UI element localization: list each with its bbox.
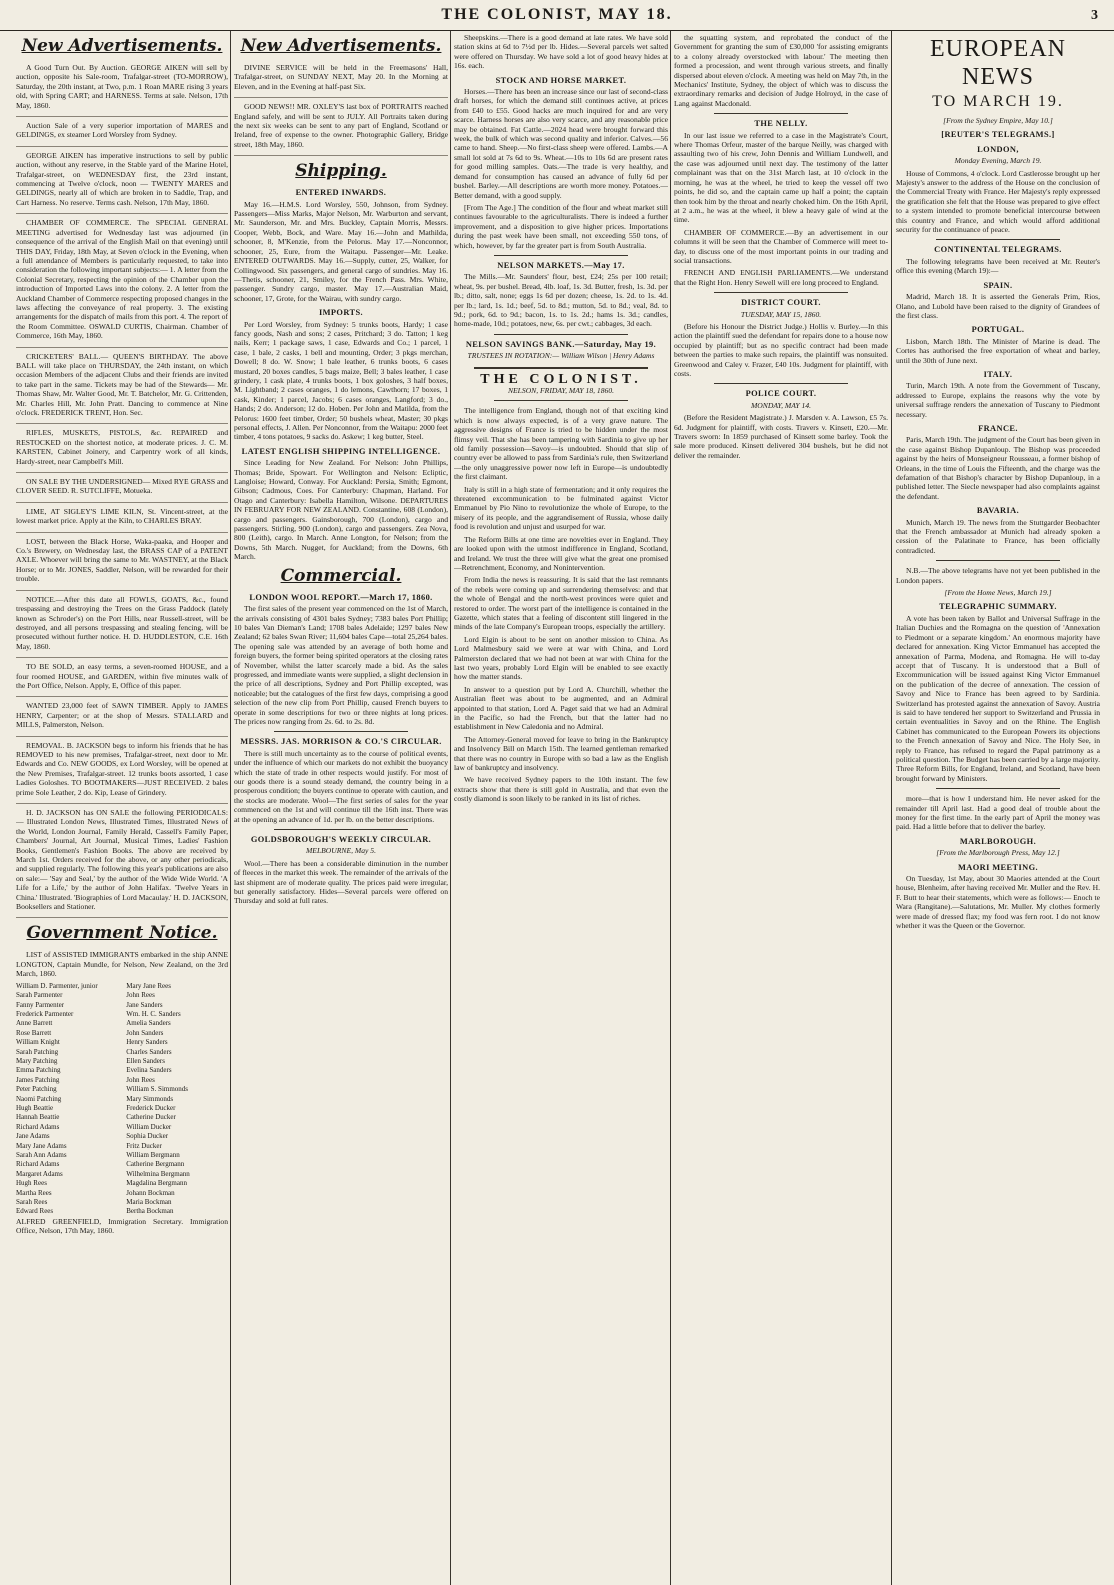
immigrant-name: John Rees	[126, 991, 155, 1000]
advertisement	[16, 662, 228, 697]
editorial-paragraph: Lord Elgin is about to be sent on another mission to China. As Lord Malmesbury said we were at war with China, and Lord Palmerston declared that we had not been at war with China for the last two years, probably Lord Elgin will be enabled to see exactly how the matter stands.	[454, 634, 668, 682]
immigrant-name: Frederick Parmenter	[16, 1009, 74, 1018]
immigrant-name: Bertha Bockman	[126, 1207, 174, 1216]
paragraph: [From The Age.] The condition of the flour and wheat market still continues favourable to the agriculturalists. There is indeed a further improvement, and a disposition to give higher prices. Importations during the past week have been small, not exceeding 550 tons, of which, however, by far the greater part is from South Australia.	[454, 202, 668, 250]
section-heading: New Advertisements.	[21, 36, 223, 56]
subheading: PORTUGAL.	[971, 325, 1025, 335]
section-heading: Shipping.	[295, 161, 387, 182]
immigrant-name: William Bergmann	[126, 1151, 180, 1159]
immigrant-name: Johann Bockman	[126, 1188, 175, 1197]
subheading: THE NELLY.	[754, 119, 808, 129]
column-3	[454, 33, 668, 1585]
immigrant-list-right	[126, 982, 228, 1217]
immigrant-name: Sarah Parmenter	[16, 991, 63, 1000]
section-heading: Government Notice.	[26, 923, 218, 944]
immigrant-name: Emma Patching	[16, 1066, 61, 1075]
divider	[714, 113, 848, 114]
paragraph: FRENCH AND ENGLISH PARLIAMENTS.—We understand that the Right Hon. Henry Sewell will ere long proceed to England.	[674, 268, 888, 287]
immigrant-name: Peter Patching	[16, 1085, 57, 1094]
source-note: [From the Home News, March 19.]	[944, 588, 1052, 598]
paragraph: In our last issue we referred to a case in the Magistrate's Court, where Thomas Orfeur, master of the barque Neilly, was charged with assaulting two of his crew, John Dennis and William Lundwell, and the case was adjourned until next day. The testimony of the latter complainant was that on the 31st March last, at 10 o'clock in the morning, he was at the wheel, he tried to keep the vessel off two points, he did so, and the captain came up half a point; the captain then took him by the throat and nearly choked him. On the 16th April, at 2 a.m., he was at the wheel, it blew a heavy gale of wind at the time.	[674, 130, 888, 225]
immigrant-name: John Sanders	[126, 1028, 164, 1037]
advertisement	[16, 352, 228, 425]
immigrant-name: Martha Rees	[16, 1188, 52, 1197]
paragraph: Paris, March 19th. The judgment of the Court has been given in the case against Bishop Dupanloup. The Bishop was proceeded against by the heirs of Monseigneur Rousseau, a former bishop of Orleans, in the time of Louis the Fifteenth, and the charge was the defamation of that Bishop's character by Bishop Dupanloup, in a published letter. The Siecle newspaper had also complaints against the defendant.	[896, 435, 1100, 501]
paragraph: Per Lord Worsley, from Sydney: 5 trunks boots, Hardy; 1 case fancy goods, Nash and sons; 2 cases, Pritchard; 3 do. Tatton; 1 keg nails, Kerr; 1 package saws, 1 case, Edwards and Co.; 1 parcel, 1 case, 1 bale, 2 casks, 1 bell and mounting, Order; 3 pkgs merchan, Dowell; 8 do. W. Snow; 1 bale leather, 6 trunks boots, 6 cases mustard, 20 boxes candles, 5 bags maize, Bell; 3 bales leather, 1 case grindery, 1 cask plate, 4 trunks boots, 1 box goloshes, 3 half boxes, M. Lightband; 2 cases oranges, 1 do lemons, Cawthorn; 17 boxes, 1 cask, Kinder; 1 parcel, Jacobs; 6 cases oranges, Langford; 3 do., Hands; 2 do. Anderson; 12 do. Hoben. Per John and Matilda, from the Pelorus: 1600 feet timber, Order; 50 bushels wheat, Master; 30 pkgs personal effects, J. Allen. Per Nonconnor, from the Waitapu: 2000 feet timber, 4 tons potatoes, 9 sacks do. Askew; 1 keg butter, Steel.	[234, 319, 448, 442]
ad-text: GOOD NEWS!! MR. OXLEY'S last box of PORTRAITS reached England safely, and will be sent to JULY. All Portraits taken during the next six weeks can be sent to any part of England, Scotland or Ireland, free of expense to the owner. Photographic Gallery, Bridge street, 18th May, 1860.	[234, 102, 448, 149]
paragraph: (Before the Resident Magistrate.) J. Marsden v. A. Lawson, £5 7s. 6d. Judgment for plaintiff, with costs. Travers v. Kinsett, £20.—Mr. Travers sworn: In 1859 purchased of Kinsett some barley. Took the sale more produced. Kinsett delivered 304 bushels, but he did not deliver the remainder.	[674, 413, 888, 460]
subheading: BAVARIA.	[976, 506, 1020, 516]
ad-text: DIVINE SERVICE will be held in the Freemasons' Hall, Trafalgar-street, on SUNDAY NEXT, May 20. In the Morning at Eleven, and in the Evening at half-past Six.	[234, 63, 448, 91]
gov-notice-intro: LIST of ASSISTED IMMIGRANTS embarked in the ship ANNE LONGTON, Captain Mundle, for Nelson, New Zealand, on the 3rd March, 1860.	[16, 950, 228, 979]
subheading: IMPORTS.	[318, 308, 364, 318]
editorial-paragraph: Italy is still in a high state of fermentation; and it only requires the threatened excommunication to be fulminated against Victor Emmanuel by Pio Nino to revolutionize the whole of Europe, to the misery of its people, and the aggrandisement of Russia, whose daily food is revolution and unjust and usurped for war.	[454, 484, 668, 532]
immigrant-name: Catherine Bergmann	[126, 1160, 185, 1169]
advertisement	[16, 537, 228, 591]
page-number: 3	[1091, 8, 1098, 23]
immigrant-name: Mary Patching	[16, 1056, 58, 1065]
subheading: TELEGRAPHIC SUMMARY.	[939, 602, 1057, 612]
subheading: MARLBOROUGH.	[959, 836, 1037, 846]
immigrant-name: Sarah Patching	[16, 1047, 59, 1056]
paragraph: The first sales of the present year commenced on the 1st of March, the arrivals consisting of 4301 bales Sydney; 7383 bales Port Phillip; 10 bales Van Dieman's Land; 1708 bales Adelaide; 1297 bales New Zealand; 62 bales Swan River; 11,604 bales Cape—total 25,264 bales. The opening sale was attended by an average of both home and foreign buyers, the former being spirited operators at the closing rates of November, whilst the latter scarcely made a bid. As the sales progressed, and immediate wants were supplied, a slight declension in the price of all descriptions, Sydney and Port Phillip excepted, was noticeable; but the catalogues of the first few days, comprising a good selection of the new clip from Port Phillip, caused French buyers to operate in some descriptions for two or three nights at long prices. The prices now ranging from 2s. 6d. to 2s. 8d.	[234, 604, 448, 726]
immigrant-name: Frederick Ducker	[126, 1103, 176, 1112]
immigrant-name: Charles Sanders	[126, 1047, 172, 1056]
paragraph: The Mills.—Mr. Saunders' flour, best, £24; 25s per 100 retail; wheat, 9s. per bushel. Bread, 4lb. loaf, 1s. 3d. Butter, fresh, 1s. 3d. per lb.; ditto, salt, none; eggs 1s 6d per dozen; cheese, 1s. 2d. to 1s. 4d. per lb.; lard, 1s. 1d.; beef, 5d. to 8d.; mutton, 5d. to 8d.; veal, 8d. to 9d.; pork, 6d. to 9d.; bacon, 1s. to 1s. 2d.; hams 1s. 3d.; candles, home-made, 10d.; potatoes, new, 6s. per cwt.; cabbages, 3d each.	[454, 272, 668, 329]
subheading: LONDON,	[977, 144, 1019, 154]
divider	[936, 560, 1060, 561]
column-rule	[450, 31, 451, 1585]
immigrant-name: Sarah Rees	[16, 1198, 48, 1207]
ad-text: RIFLES, MUSKETS, PISTOLS, &c. REPAIRED and RESTOCKED on the shortest notice, at moderate prices. J. C. M. KARSTEN, Cabinet Joinery, and Carpentry work of all kinds, Hardy-street, near Campbell's Mill.	[16, 428, 228, 466]
immigrant-name: Maria Bockman	[126, 1198, 172, 1207]
immigrant-name: James Patching	[16, 1075, 60, 1084]
divider	[494, 334, 628, 335]
dateline: TUESDAY, MAY 15, 1860.	[740, 309, 822, 319]
subheading: GOLDSBOROUGH'S WEEKLY CIRCULAR.	[250, 835, 432, 845]
immigrant-name: Jane Adams	[16, 1132, 50, 1141]
immigrant-name: William S. Simmonds	[126, 1085, 189, 1094]
paragraph: A vote has been taken by Ballot and Universal Suffrage in the Italian Duchies and the Romagna on the question of 'Annexation to Piedmont or a separate kingdom.' An enormous majority have declared for annexation. King Victor Emmanuel has accepted the annexation of Parma, Modena, and Romagna. He will to-day accept that of Tuscany. It is understood that a Bull of Excommunication will be issued against King Victor Emmanuel on the publication of the decree of annexation. The cession of Savoy and Nice to France has been agreed to by Sardinia. Switzerland has protested against the annexation of Savoy. Austria is said to have tendered her support to Switzerland and Prussia in certain eventualities in Savoy and on the Rhine. The English Cabinet has communicated to the European Powers its objections to the French annexation of Savoy and Nice. The Holy See, in reply to France, has refused to regard the Papal patrimony as a political question. The Budget has been carried by a large majority. Three Reform Bills, for England, Ireland, and Scotland, have been brought forward by Ministers.	[896, 613, 1100, 783]
subheading: LATEST ENGLISH SHIPPING INTELLIGENCE.	[241, 446, 441, 456]
ad-text: H. D. JACKSON has ON SALE the following PERIODICALS:— Illustrated London News, Illustrated Times, Illustrated News of the World, London Journal, Family Herald, Cassell's Family Paper, Chambers' Journal, Art Journal, Musical Times, Ladies' Fashion Books, Gentlemen's Fashion Books. The above are received by March 1st. Orders received for the above, or any other periodicals, and supplied regularly. The following this year's publications are also on sale:— 'Say and Seal,' by the author of the Wide Wide World. 'A Life for a Life,' by the author of John Halifax. 'Twelve Years in China.' Illustrated. 'Biographies of Lord Macaulay.' H. D. JACKSON, Booksellers and Stationer.	[16, 808, 228, 912]
ad-text: ON SALE BY THE UNDERSIGNED— Mixed RYE GRASS and CLOVER SEED. R. SUTCLIFFE, Motueka.	[16, 477, 228, 496]
immigrant-list	[16, 982, 228, 1217]
divider	[274, 829, 408, 830]
paragraph: Sheepskins.—There is a good demand at late rates. We have sold station skins at 6d to 7½d per lb. Hides.—Several parcels wet salted were offered on Thursday. We have sold a lot of good heavy hides at 16s. each.	[454, 33, 668, 71]
paragraph: Lisbon, March 18th. The Minister of Marine is dead. The Cortes has authorised the free exportation of wheat and barley, until the 30th of June next.	[896, 336, 1100, 365]
dateline: MONDAY, MAY 14.	[750, 400, 812, 410]
subheading: ENTERED INWARDS.	[295, 188, 387, 198]
subheading: NELSON MARKETS.—May 17.	[497, 260, 625, 270]
source-note: [From the Sydney Empire, May 10.]	[943, 116, 1053, 125]
immigrant-name: Richard Adams	[16, 1122, 60, 1131]
column-5	[896, 33, 1100, 1585]
newspaper-columns	[0, 31, 1114, 1585]
subheading: SPAIN.	[983, 280, 1013, 290]
masthead	[0, 0, 1114, 31]
column-rule	[670, 31, 671, 1585]
dateline: Monday Evening, March 19.	[954, 156, 1042, 166]
immigrant-name: John Rees	[126, 1075, 155, 1084]
paragraph: N.B.—The above telegrams have not yet been published in the London papers.	[896, 566, 1100, 585]
newspaper-title: THE COLONIST.	[480, 371, 642, 387]
editorial-paragraph: In answer to a question put by Lord A. Churchill, whether the Australian fleet was about to be augmented, and an Admiral appointed to that station, Lord A. Paget said that we had an Admiral in the Pacific, so had the French, but that the latter had no establishment in New Caledonia and no Admiral.	[454, 684, 668, 732]
paragraph: On Tuesday, 1st May, about 30 Maories attended at the Court house, Blenheim, after having received Mr. Muller and the Rev. H. F. Butt to hear their statements, which were as follows:— Enoch te Wara (Rangitane).—Salutations, Mr. Muller. My clothes formerly were made of dressed flax; my food was fern root. I do not know whether it was the Queen or the Governor.	[896, 874, 1100, 931]
advertisement	[16, 151, 228, 214]
subheading: MESSRS. JAS. MORRISON & CO.'S CIRCULAR.	[240, 737, 442, 747]
ad-text: NOTICE.—After this date all FOWLS, GOATS, &c., found trespassing and destroying the Trees on the Grass Paddock (lately known as Schroder's) on the Port Hills, near Russell-street, will be destroyed, and all persons trespassing and stealing fencing, will be prosecuted without further notice. H. D. HUDDLESTON, C.E. 16th May, 1860.	[16, 594, 228, 651]
paragraph: Munich, March 19. The news from the Stuttgarder Beobachter that the French ambassador at Munich had already spoken a cession of the Palatinate to France, has been officially contradicted.	[896, 517, 1100, 555]
paragraph: CHAMBER OF COMMERCE.—By an advertisement in our columns it will be seen that the Chamber of Commerce will meet to-day, to discuss one of the most important points in our trading and social transactions.	[674, 227, 888, 265]
advertisement	[16, 218, 228, 347]
ad-text: LIME, AT SIGLEY'S LIME KILN, St. Vincent-street, at the lowest market price. Apply at the Kiln, to CHARLES BRAY.	[16, 506, 228, 526]
immigrant-name: Rose Barrett	[16, 1028, 52, 1037]
immigrant-name: Ellen Sanders	[126, 1056, 165, 1065]
editorial-paragraph: The Reform Bills at one time are novelties ever in England. They are looked upon with the utmost indifference in England, Scotland, and Ireland. We trust the three will give what the great one promised—Retrenchment, Economy, and Nonintervention.	[454, 534, 668, 572]
subheading: NELSON SAVINGS BANK.—Saturday, May 19.	[465, 339, 657, 349]
divider	[714, 383, 848, 384]
ad-text: REMOVAL. B. JACKSON begs to inform his friends that he has REMOVED to his new premises, Trafalgar-street, next door to Mr. Edwards and Co. NEW GOODS, ex Lord Worsley, will be opened at the New Premises, Trafalgar-street. 12 trunks boots assorted, 1 case Ladies Goloshes. TO BOOTMAKERS—JUST RECEIVED. 2 bales prime Sole Leather, 2 do. Kip, Lease of Grindery.	[16, 740, 228, 797]
advertisement	[16, 808, 228, 918]
immigrant-name: Mary Jane Rees	[126, 981, 171, 990]
column-1	[16, 33, 228, 1585]
paragraph: more—that is how I understand him. He never asked for the remainder till April last. Had a good deal of trouble about the money for the first time. In the early part of April the money was paid. Had a little before that to deliver the barley.	[896, 794, 1100, 832]
european-news-headline	[896, 35, 1100, 125]
subheading: LONDON WOOL REPORT.—March 17, 1860.	[249, 592, 433, 602]
paragraph: (Before his Honour the District Judge.) Hollis v. Burley.—In this action the plaintiff sued the defendant for repairs done to a house now occupied by plaintiff; but as no specific contract had been made between the parties to make such repairs, the plaintiff was nonsuited. Greenwood and Caley v. Frazer, £40 10s. Judgment for plaintiff, with costs.	[674, 321, 888, 378]
paragraph: Since Leading for New Zealand. For Nelson: John Phillips, Thomas; Bride, Spowart. For Wellington and Nelson: Ecliptic, Langloise; Howard, Conway. For Auckland: Persia, Smith; Egmont, Gibson; Cadmous, Coes. For Canterbury: Chapman, Harland. For Otago and Canterbury: Isabella Hamilton, Wilsone. DEPARTURES IN FEBRUARY FOR NEW ZEALAND. Constantine, 608 (London), cargo and passengers. Gainsborough, 700 (London), cargo and passengers. Stirling, 900 (London), cargo and passengers. Zea Nova, 800 (Leith), cargo. In March. Anne Longton, for Nelson; from the Downs, 5th March. Nugget, for Auckland; from the Downs, 6th March.	[234, 458, 448, 562]
immigrant-name: Magdalina Bergmann	[126, 1179, 187, 1188]
paragraph: The following telegrams have been received at Mr. Reuter's office this evening (March 19):—	[896, 256, 1100, 276]
immigrant-name: Henry Sanders	[126, 1038, 168, 1047]
subheading: [REUTER'S TELEGRAMS.]	[941, 130, 1055, 140]
advertisement	[16, 595, 228, 658]
ad-text: CHAMBER OF COMMERCE. The SPECIAL GENERAL MEETING advertised for Wednesday last was adjourned (in consequence of the arrival of the English Mail on that evening) until THIS DAY, Friday, 18th May, at Seven o'clock in the Evening, when a full attendance of Members is particularly requested, to take into consideration the following important subjects:— 1. A letter from the Colonial Secretary, respecting the opinion of the Chamber upon the introduction of Imported Laws into the colony. 2. A letter from the Auckland Chamber of Commerce respecting proposed changes in the laws affecting the conveyance of real property. 3. The existing arrangements for the dispatch of mails from this port. 4. The report of the Room Committee. OSWALD CURTIS, Chairman. Chamber of Commerce, 16th May, 1860.	[16, 218, 228, 341]
subheading: POLICE COURT.	[745, 389, 817, 399]
subheading: CONTINENTAL TELEGRAMS.	[934, 245, 1062, 255]
immigrant-name: Wm. H. C. Sanders	[126, 1009, 181, 1018]
immigrant-name: Margaret Adams	[16, 1169, 63, 1178]
editorial-paragraph: The Attorney-General moved for leave to bring in the Bankruptcy and Insolvency Bill on March 15th. The learned gentleman remarked that there was no country in Europe with so bad a law as the English law of bankruptcy and insolvency.	[454, 734, 668, 773]
immigrant-name: Edward Rees	[16, 1207, 54, 1216]
ad-text: Auction Sale of a very superior importation of MARES and GELDINGS, ex steamer Lord Worsley from Sydney.	[16, 121, 228, 140]
paragraph: the squatting system, and reprobated the conduct of the Government for granting the sum of £30,000 'for assisting emigrants to a colony already overstocked with labour.' The meeting then formed a procession, and went through various streets, and finally dispersed about eleven o'clock. A meeting was held on May 7th, in the Mechanics' Institute, Sydney, the object of which was to discuss the extraordinary remarks and decision of Judge Holroyd, in the case of Lang against Macdonald.	[674, 33, 888, 108]
column-2	[234, 33, 448, 1585]
immigrant-name: William Ducker	[126, 1122, 172, 1131]
ad-text: TO BE SOLD, an easy terms, a seven-roomed HOUSE, and a four roomed HOUSE, and GARDEN, within five minutes walk of the Port Office, Nelson. Apply, E, Office of this paper.	[16, 662, 228, 690]
column-rule	[891, 31, 892, 1585]
advertisement	[16, 428, 228, 473]
headline-line: TO MARCH 19.	[932, 93, 1064, 110]
source-note: [From the Marlborough Press, May 12.]	[936, 848, 1060, 858]
subheading: MAORI MEETING.	[957, 862, 1039, 872]
immigrant-list-left	[16, 982, 118, 1217]
paragraph: Wool.—There has been a considerable diminution in the number of fleeces in the market this week. The remainder of the arrivals of the last shipment are of moderate quality. The prices paid were irregular, but generally satisfactory. Hides—Several parcels were offered on Thursday and sold at full rates.	[234, 858, 448, 906]
immigrant-name: Sarah Ann Adams	[16, 1151, 67, 1159]
advertisement	[234, 102, 448, 156]
ad-text: CRICKETERS' BALL.— QUEEN'S BIRTHDAY. The above BALL will take place on THURSDAY, the 24th instant, on which occasion Members of the adjacent Clubs and their friends are invited to take part in the same. Tickets may be had of the Stewards— Mr. Thomas Shaw, Mr. Walter Good, Mr. T. Batchelor, Mr. G. Crittenden, Mr. Charles Hill, Mr. John Pratt. Dancing to commence at Nine o'clock. FREDERICK TRENT, Hon. Sec.	[16, 351, 228, 417]
editorial-paragraph: The intelligence from England, though not of that exciting kind which is now always expected, is of a very grave nature. The aggressive designs of France is tried to be hidden under the most flimsy veil. That she has been tampering with Sardinia to give up her old family possession—Savoy—is undoubted. Should that slip of country ever be allowed to pass from Sardinia's rule, then Switzerland—the only unaggressive power now left in Europe—is undoubtedly the first claimant.	[454, 406, 668, 482]
divider	[936, 239, 1060, 240]
advertisement	[16, 477, 228, 503]
paragraph: Horses.—There has been an increase since our last of second-class draft horses, for which the demand still continues active, at prices from £40 to £55. Good hacks are much inquired for and are very scarce. Harness horses are also very scarce, and any reasonable price may be obtained. Fat Cattle.—2024 head were brought forward this week, the bulk of which was second quality and inferior. Calves.—56 came to hand. Sheep.—No first-class sheep were offered. Lambs.—A small lot sold at 7s 6d to 9s. Wheat.—10s to 10s 6d are present rates for good milling samples. Oats.—The trade is very healthy, and demand for consumption has caused an advance of fully 6d per bushel. Barley.—All descriptions are worth more money. Potatoes.—Better demand, with a good supply.	[454, 87, 668, 200]
editorial-paragraph: We have received Sydney papers to the 10th instant. The few extracts show that there is still gold in Australia, and that even the costly diamond is soon likely to be ranked in its list of riches.	[454, 775, 668, 804]
ad-text: A Good Turn Out. By Auction. GEORGE AIKEN will sell by auction, opposite his Sale-room, Trafalgar-street (TO-MORROW), Saturday, the 20th instant, at Two, p.m. 1 Roan MARE rising 3 years old, with Spring CART; and HARNESS. Terms at sale. Nelson, 17th May, 1860.	[16, 63, 228, 110]
subheading: ITALY.	[983, 369, 1013, 379]
advertisement	[16, 701, 228, 736]
immigrant-name: William Knight	[16, 1038, 60, 1047]
ad-text: GEORGE AIKEN has imperative instructions to sell by public auction, without any reserve, in the Stable yard of the Marine Hotel, Trafalgar-street, on WEDNESDAY first, the 23rd instant, commencing at Twelve o'clock, noon — TWENTY MARES and GELDINGS, nearly all of which are broken in to Saddle, Trap, and Cart Harness. No reserve. Terms cash. Nelson, 17th May, 1860.	[16, 150, 228, 207]
paragraph: House of Commons, 4 o'clock. Lord Castlerosse brought up her Majesty's answer to the address of the House on the conclusion of the Commercial Treaty with France. Her Majesty's reply expressed the gratification she felt that the House was prepared to give effect to a system intended to promote beneficial intercourse between this country and France, and which would afford additional security for the continuance of peace.	[896, 168, 1100, 235]
immigrant-name: Wilhelmina Bergmann	[126, 1169, 190, 1178]
immigrant-name: Hugh Beattie	[16, 1103, 54, 1112]
advertisement	[16, 741, 228, 804]
divider	[494, 400, 628, 401]
advertisement	[16, 507, 228, 533]
advertisement	[234, 63, 448, 98]
immigrant-name: Mary Simmonds	[126, 1094, 174, 1103]
immigrant-name: Sophia Ducker	[126, 1132, 169, 1141]
immigrant-name: Fanny Parmenter	[16, 1000, 65, 1009]
column-rule	[230, 31, 231, 1585]
paragraph: May 16.—H.M.S. Lord Worsley, 550, Johnson, from Sydney. Passengers—Miss Marks, Major Nelson, Mr. Warburton and servant, Mr. Saunderson, Mr. and Mrs. Buckley, Captain Morris, Messrs. Cooper, Webb, Bock, and Ware. May 16.—John and Mathilda, schooner, 8, M'Kenzie, from the Pelorus. May 17.—Nonconnor, schooner, 25, Eure, from the Waitapu. Passenger—Mr. Leake. ENTERED OUTWARDS. May 16.—Supply, cutter, 25, Walker, for Collingwood. Six passengers, and general cargo of sundries. May 16.—Thetis, schooner, 21, Smiley, for the French Pass. Mrs. White, passenger. Sundry cargo, master. May 17.—Australian Maid, schooner, 17, Grote, for the Wairau, with sundry cargo.	[234, 199, 448, 303]
divider	[274, 731, 408, 732]
divider	[936, 788, 1060, 789]
immigrant-name: Richard Adams	[16, 1160, 60, 1169]
immigrant-name: Naomi Patching	[16, 1094, 62, 1103]
masthead-title: THE COLONIST, MAY 18.	[441, 6, 673, 23]
section-heading: Commercial.	[280, 565, 402, 586]
column-4	[674, 33, 888, 1585]
gov-notice-signature: ALFRED GREENFIELD, Immigration Secretary. Immigration Office, Nelson, 17th May, 1860.	[16, 1216, 228, 1236]
divider	[494, 255, 628, 256]
editorial-paragraph: From India the news is reassuring. It is said that the last remnants of the rebels were coming up and surrendering themselves: and that the whole of Bengal and the north-west provinces were quiet and restored to order. The worst part of the intelligence is contained in the Gazette, which states that a feeling of discontent still lingered in the minds of the late Company's European troops, especially the artillery.	[454, 575, 668, 632]
immigrant-name: Hugh Rees	[16, 1179, 47, 1188]
immigrant-name: Hannah Beattie	[16, 1113, 60, 1122]
immigrant-name: Amelia Sanders	[126, 1019, 171, 1028]
subheading: FRANCE.	[978, 423, 1018, 433]
immigrant-name: William D. Parmenter, junior	[16, 981, 98, 990]
section-heading: New Advertisements.	[240, 36, 442, 56]
immigrant-name: Anne Barrett	[16, 1019, 53, 1028]
immigrant-name: Mary Jane Adams	[16, 1141, 67, 1150]
paragraph: There is still much uncertainty as to the course of political events, under the influence of which our markets do not exhibit the buoyancy which the state of trade in other respects would justify. For most of our goods there is a sound steady demand, the country being in a prosperous condition; the buyers continue to operate with caution, and the stocks are moderate. Wool—The first series of sales for the year commenced on the 1st and will continue till the 16th inst. There was at the opening an advance of 1d. per lb. on the better descriptions.	[234, 748, 448, 824]
immigrant-name: Fritz Ducker	[126, 1141, 162, 1150]
advertisement	[16, 63, 228, 117]
paragraph: Madrid, March 18. It is asserted the Generals Prim, Rios, Olano, and Lubold have been raised to the dignity of Grandees of the first class.	[896, 292, 1100, 320]
ad-text: LOST, between the Black Horse, Waka-paaka, and Hooper and Co.'s Brewery, on Wednesday last, the BRASS CAP of a PATENT AXLE. Whoever will bring the same to Mr. WASTNEY, at the Black Horse; or to Mr. JONES, Saddler, Nelson, will be rewarded for their trouble.	[16, 536, 228, 584]
headline-line: EUROPEAN NEWS	[929, 36, 1066, 90]
subheading: DISTRICT COURT.	[741, 298, 821, 308]
divider	[714, 292, 848, 293]
subheading: STOCK AND HORSE MARKET.	[495, 75, 627, 85]
dateline: MELBOURNE, May 5.	[305, 846, 377, 856]
ad-text: WANTED 23,000 feet of SAWN TIMBER. Apply to JAMES HENRY, Carpenter; or at the shop of Messrs. STALLARD and MILLS, Palmerston, Nelson.	[16, 701, 228, 730]
divider	[474, 367, 648, 369]
dateline: TRUSTEES IN ROTATION:— William Wilson | Henry Adams	[467, 351, 655, 361]
immigrant-name: Catherine Ducker	[126, 1113, 176, 1122]
dateline: NELSON, FRIDAY, MAY 18, 1860.	[507, 386, 615, 395]
immigrant-name: Evelina Sanders	[126, 1066, 172, 1075]
immigrant-name: Jane Sanders	[126, 1000, 163, 1009]
paragraph: Turin, March 19th. A note from the Government of Tuscany, addressed to Europe, explains the reasons why the vote by universal suffrage renders the annexation of Tuscany to Piedmont necessary.	[896, 381, 1100, 419]
advertisement	[16, 121, 228, 147]
